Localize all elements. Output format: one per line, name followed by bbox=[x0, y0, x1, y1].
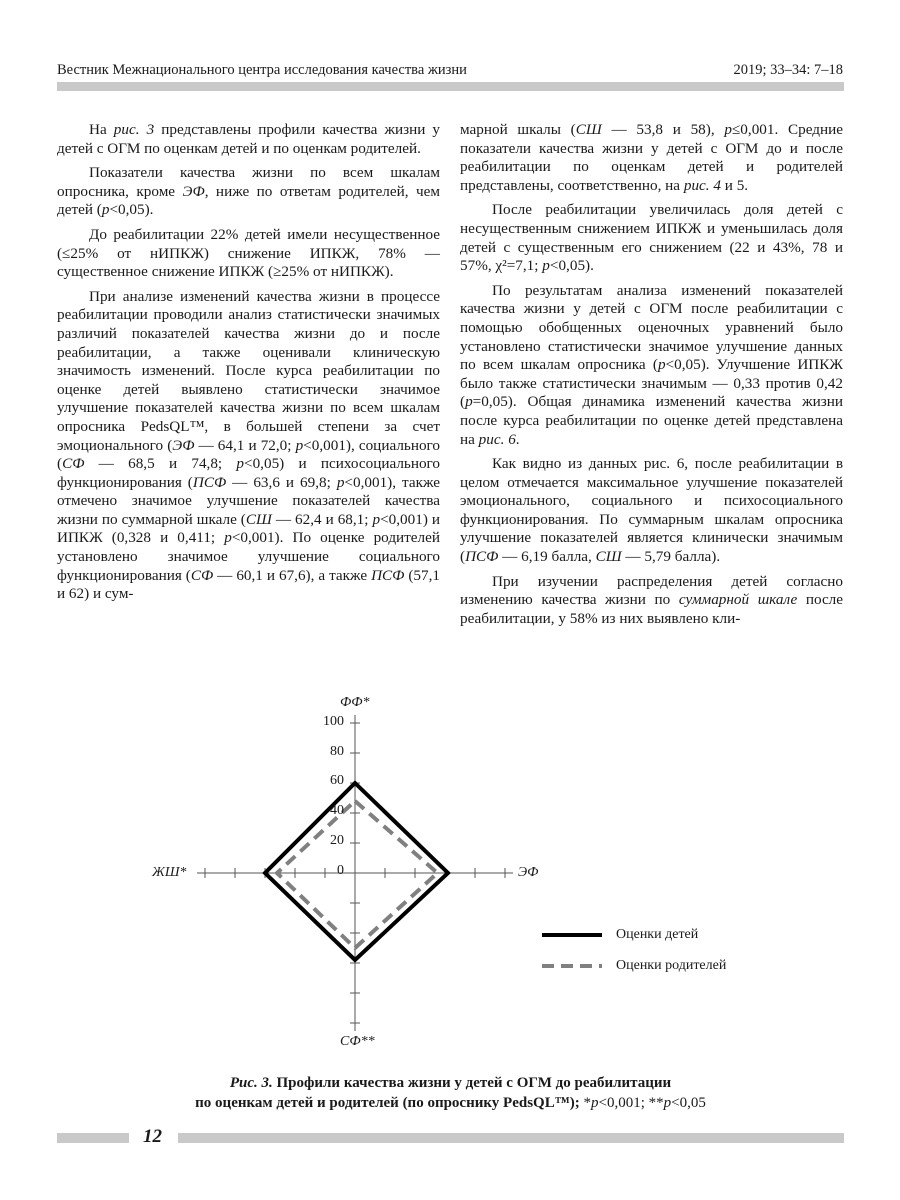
header-bar bbox=[57, 82, 844, 91]
paragraph: Как видно из данных рис. 6, после реабилитации в целом отмечается максимальное улучшение показателей эмоционального, социального и психосоциального функционирования. По суммарным шкалам опросника улучшение показателей является клинически значимым (ПСФ — 6,19 балла, СШ — 5,79 балла). bbox=[460, 455, 843, 566]
radar-chart bbox=[140, 690, 780, 1070]
caption-line-1: Рис. 3. Профили качества жизни у детей с ОГМ до реабилитации bbox=[229, 1075, 672, 1091]
tick-label: 60 bbox=[330, 773, 344, 788]
axis-label-top: ФФ* bbox=[340, 695, 370, 710]
legend-label-children: Оценки детей bbox=[616, 927, 699, 942]
tick-label: 40 bbox=[330, 803, 344, 818]
footer-bar-right bbox=[178, 1133, 844, 1143]
paragraph: После реабилитации увеличилась доля детей с несущественным снижением ИПКЖ и уменьшилась доля детей с существенным его снижением (22 и 43%, 78 и 57%, χ²=7,1; p<0,05). bbox=[460, 201, 843, 275]
radar-chart-figure bbox=[140, 690, 780, 1070]
paragraph: При изучении распределения детей согласно изменению качества жизни по суммарной шкале после реабилитации, у 58% из них выявлено кли- bbox=[460, 572, 843, 627]
tick-label: 20 bbox=[330, 833, 344, 848]
axis-label-bottom: СФ** bbox=[340, 1034, 375, 1049]
paragraph: При анализе изменений качества жизни в процессе реабилитации проводили анализ статистически значимых различий показателей качества жизни до и после реабилитации, а также оценивали клиническую значимость изменений. После курса реабилитации по оценке детей выявлено статистически значимое улучшение показателей качества жизни по всем шкалам опросника PedsQL™, в большей степени за счет эмоционального (ЭФ — 64,1 и 72,0; p<0,001), социального (СФ — 68,5 и 74,8; p<0,05) и психосоциального функционирования (ПСФ — 63,6 и 69,8; p<0,001), также отмечено значимое улучшение показателей качества жизни по суммарной шкале (СШ — 62,4 и 68,1; p<0,001) и ИПКЖ (0,328 и 0,411; p<0,001). По оценке родителей установлено значимое улучшение социального функционирования (СФ — 60,1 и 67,6), а также ПСФ (57,1 и 62) и сум- bbox=[57, 287, 440, 603]
paragraph: До реабилитации 22% детей имели несущественное (≤25% от нИПКЖ) снижение ИПКЖ, 78% — существенное снижение ИПКЖ (≥25% от нИПКЖ). bbox=[57, 225, 440, 281]
page-number: 12 bbox=[143, 1126, 162, 1147]
tick-label: 80 bbox=[330, 744, 344, 759]
paragraph: По результатам анализа изменений показателей качества жизни у детей с ОГМ после реабилитации с помощью обобщенных оценочных уравнений было установлено статистически значимое улучшение данных по всем шкалам опросника (p<0,05). Улучшение ИПКЖ было также статистически значимым — 0,33 против 0,42 (p=0,05). Общая динамика изменений качества жизни после курса реабилитации по оценке детей представлена на рис. 6. bbox=[460, 281, 843, 448]
legend-label-parents: Оценки родителей bbox=[616, 958, 727, 973]
series-line-parents bbox=[277, 801, 438, 948]
tick-label: 0 bbox=[337, 863, 344, 878]
paragraph: Показатели качества жизни по всем шкалам опросника, кроме ЭФ, ниже по ответам родителей, чем детей (p<0,05). bbox=[57, 164, 440, 219]
running-header-issue: 2019; 33–34: 7–18 bbox=[733, 62, 843, 78]
paragraph: марной шкалы (СШ — 53,8 и 58), p≤0,001. Средние показатели качества жизни у детей с ОГМ до и после реабилитации по оценкам детей и родителей представлены, соответственно, на рис. 4 и 5. bbox=[460, 121, 844, 194]
axis-label-left: ЖШ* bbox=[152, 865, 187, 880]
running-header-journal: Вестник Межнационального центра исследования качества жизни bbox=[57, 62, 467, 78]
right-column bbox=[460, 121, 843, 634]
caption-line-2: по оценкам детей и родителей (по опроснику PedsQL™); *p<0,001; **p<0,05 bbox=[195, 1095, 706, 1111]
figure-caption bbox=[57, 1073, 844, 1113]
axis-label-right: ЭФ bbox=[518, 865, 539, 880]
left-column bbox=[57, 121, 440, 610]
paragraph: На рис. 3 представлены профили качества жизни у детей с ОГМ по оценкам детей и по оценкам родителей. bbox=[57, 121, 440, 157]
footer-bar-left bbox=[57, 1133, 129, 1143]
tick-label: 100 bbox=[323, 714, 344, 729]
